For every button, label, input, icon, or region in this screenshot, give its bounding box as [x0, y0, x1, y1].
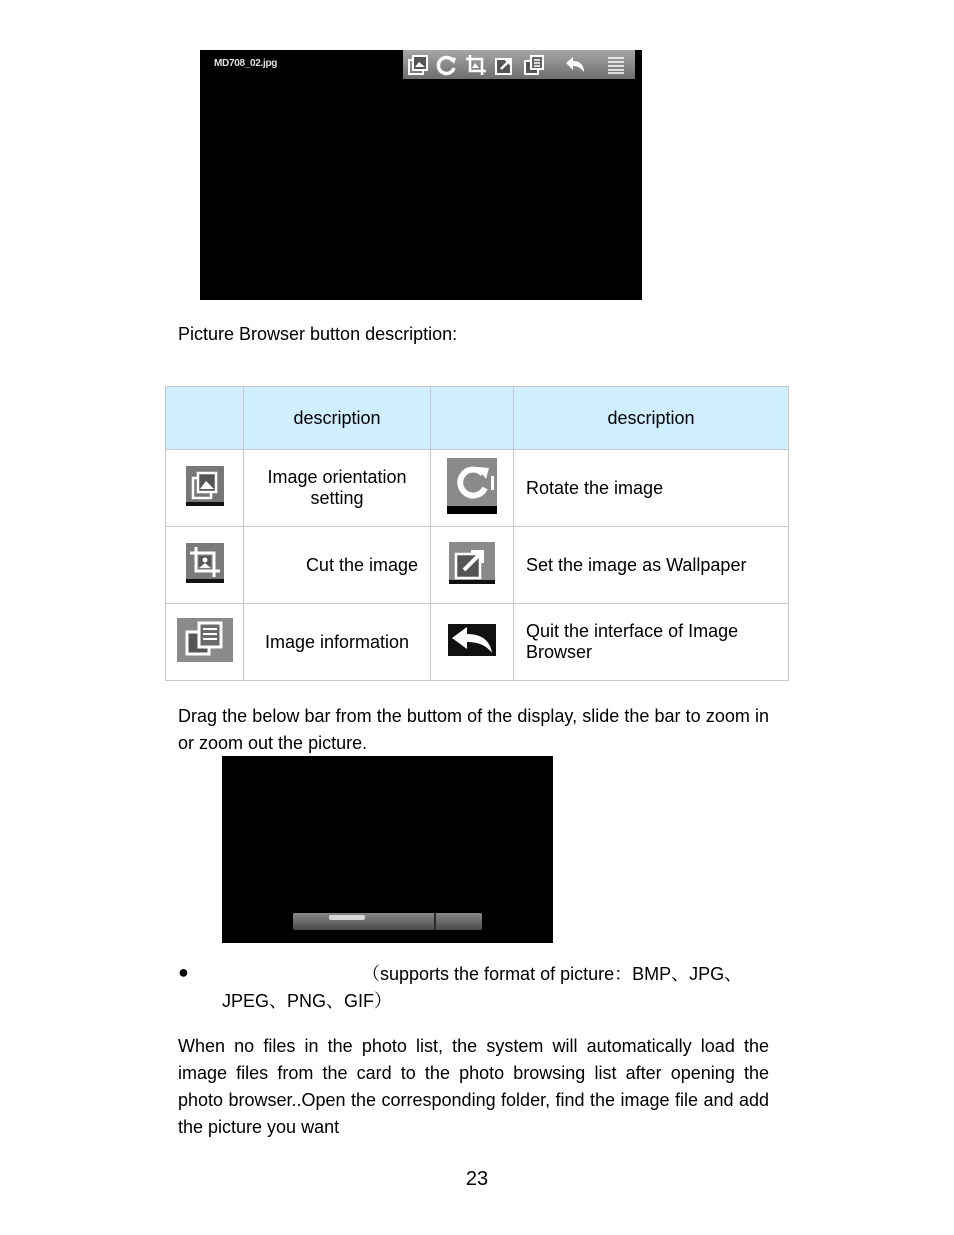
zoom-slider-thumb	[329, 915, 365, 920]
zoom-bar-divider	[434, 913, 436, 930]
wallpaper-icon[interactable]	[490, 50, 519, 79]
icon-cell	[431, 604, 514, 681]
supported-formats-text	[222, 961, 782, 1015]
image-orientation-icon	[186, 466, 224, 511]
back-arrow-icon	[448, 624, 496, 661]
header-icon-cell	[431, 387, 514, 450]
picture-browser-screenshot	[200, 50, 642, 300]
table-caption: Picture Browser button description:	[178, 324, 458, 344]
crop-icon[interactable]	[461, 50, 490, 79]
row-description: Set the image as Wallpaper	[514, 527, 789, 604]
wallpaper-icon	[449, 542, 495, 589]
photo-list-paragraph: When no files in the photo list, the system will automatically load the image files from the card to the photo browsing list after opening the photo browser..Open the corresponding folder, find the image file and add the picture you want	[178, 1036, 769, 1137]
rotate-icon	[447, 458, 497, 519]
button-description-table	[165, 386, 789, 681]
header-icon-cell	[166, 387, 244, 450]
menu-lines-icon[interactable]	[601, 50, 630, 79]
rotate-icon[interactable]	[432, 50, 461, 79]
table-row	[166, 450, 789, 527]
crop-icon	[186, 543, 224, 588]
row-description: Image orientation setting	[244, 450, 431, 527]
picture-browser-toolbar	[403, 50, 635, 79]
bullet-symbol: ●	[178, 962, 189, 982]
icon-cell	[431, 527, 514, 604]
image-filename: MD708_02.jpg	[214, 58, 278, 69]
page-number: 23	[465, 1168, 489, 1190]
row-description: Quit the interface of Image Browser	[514, 604, 789, 681]
icon-cell	[166, 450, 244, 527]
row-description: Image information	[244, 604, 431, 681]
icon-cell	[166, 604, 244, 681]
row-description: Rotate the image	[514, 450, 789, 527]
row-description: Cut the image	[244, 527, 431, 604]
image-info-icon	[177, 618, 233, 667]
table-header-row	[166, 387, 789, 450]
zoom-slider-bar	[293, 913, 482, 930]
table-row	[166, 527, 789, 604]
icon-cell	[431, 450, 514, 527]
back-arrow-icon[interactable]	[560, 50, 589, 79]
supported-formats: （supports the format of picture：BMP、JPG、JPEG、PNG、GIF）	[222, 964, 743, 1011]
icon-cell	[166, 527, 244, 604]
table-row	[166, 604, 789, 681]
header-description-left: description	[244, 387, 431, 450]
header-description-right: description	[514, 387, 789, 450]
image-orientation-icon[interactable]	[403, 50, 432, 79]
image-info-icon[interactable]	[519, 50, 548, 79]
zoom-instructions: Drag the below bar from the buttom of the display, slide the bar to zoom in or zoom out the picture.	[178, 706, 769, 753]
zoom-bar-screenshot	[222, 756, 553, 943]
